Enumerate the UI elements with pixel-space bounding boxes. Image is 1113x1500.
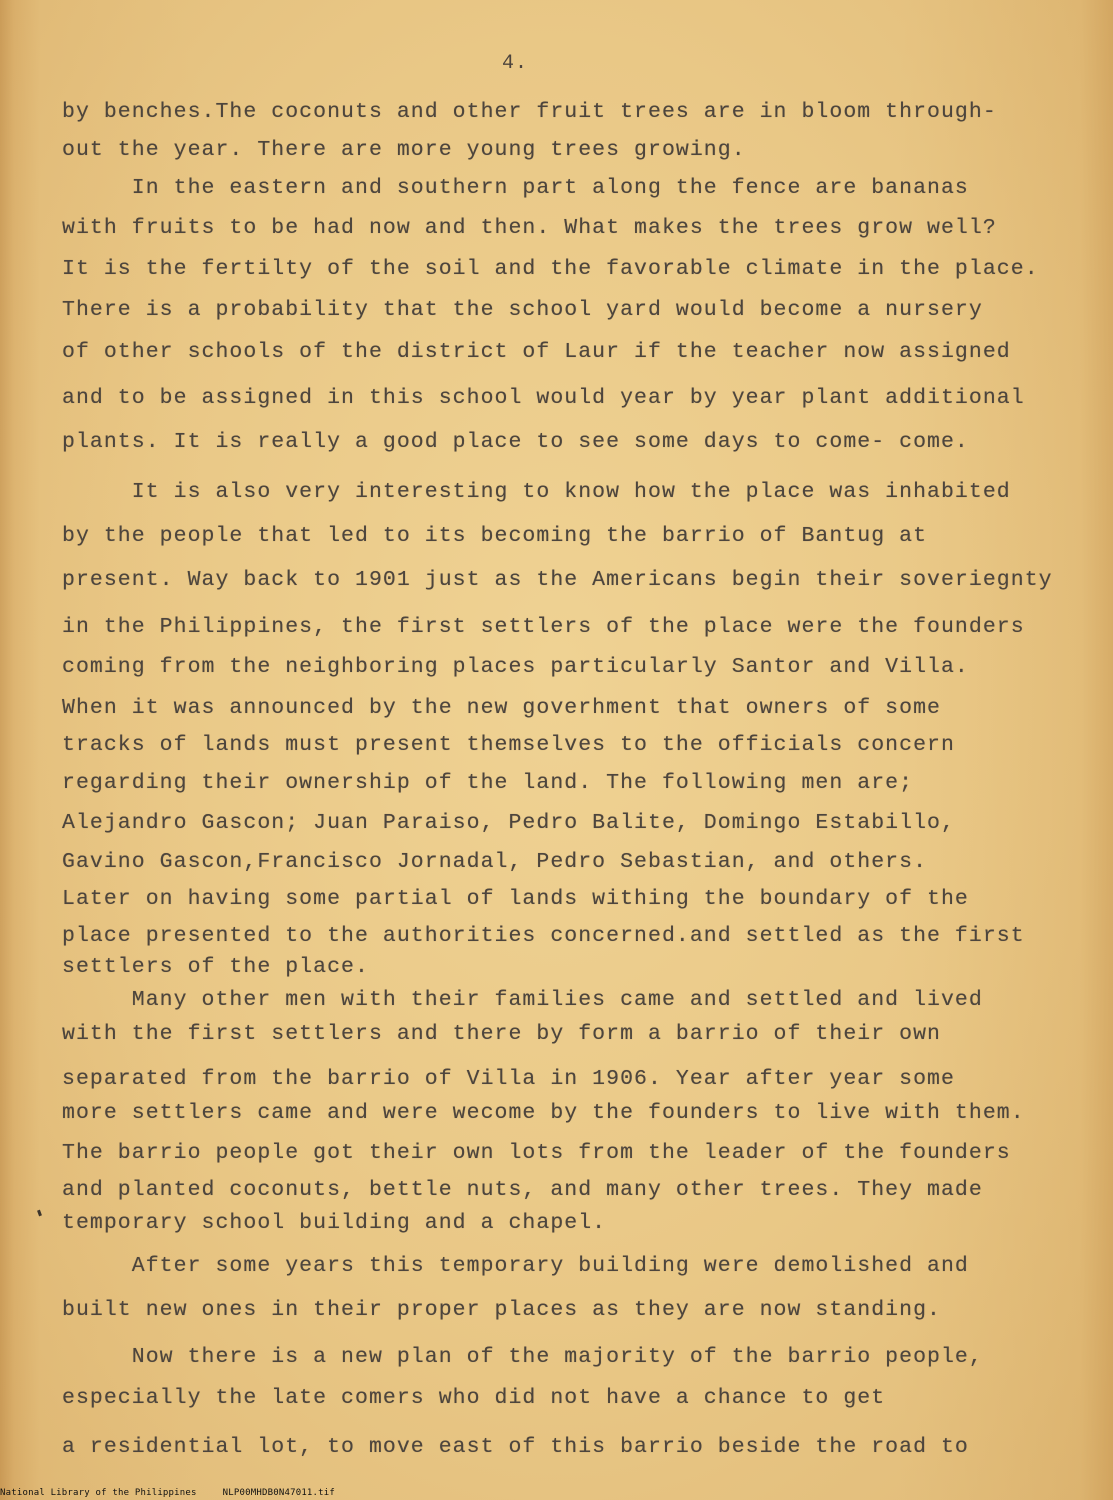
text-line: Later on having some partial of lands withing the boundary of the — [62, 887, 969, 911]
text-line: Now there is a new plan of the majority of the barrio people, — [62, 1345, 983, 1369]
scan-footer — [0, 1488, 335, 1498]
text-line: Gavino Gascon,Francisco Jornadal, Pedro Sebastian, and others. — [62, 850, 928, 874]
text-line: tracks of lands must present themselves to the officials concern — [62, 733, 955, 757]
text-line: regarding their ownership of the land. The following men are; — [62, 771, 914, 795]
text-line: more settlers came and were wecome by the founders to live with them. — [62, 1101, 1025, 1125]
text-line: and planted coconuts, bettle nuts, and many other trees. They made — [62, 1178, 983, 1202]
text-line: It is the fertilty of the soil and the favorable climate in the place. — [62, 257, 1039, 281]
text-line: Alejandro Gascon; Juan Paraiso, Pedro Balite, Domingo Estabillo, — [62, 811, 955, 835]
text-line: separated from the barrio of Villa in 1906. Year after year some — [62, 1067, 955, 1091]
text-line: Many other men with their families came and settled and lived — [62, 988, 983, 1012]
text-line: When it was announced by the new goverhment that owners of some — [62, 696, 941, 720]
text-line: It is also very interesting to know how the place was inhabited — [62, 480, 1011, 504]
text-line: present. Way back to 1901 just as the Americans begin their soveriegnty — [62, 568, 1053, 592]
text-line: The barrio people got their own lots from the leader of the founders — [62, 1141, 1011, 1165]
footer-filename: NLP00MHDB0N47011.tif — [222, 1488, 336, 1498]
text-line: a residential lot, to move east of this barrio beside the road to — [62, 1435, 969, 1459]
text-line: place presented to the authorities concerned.and settled as the first — [62, 924, 1025, 948]
text-line: with the first settlers and there by form a barrio of their own — [62, 1022, 941, 1046]
text-line: coming from the neighboring places particularly Santor and Villa. — [62, 655, 969, 679]
text-line: with fruits to be had now and then. What makes the trees grow well? — [62, 216, 997, 240]
text-line: plants. It is really a good place to see some days to come- come. — [62, 430, 969, 454]
page-number: 4. — [501, 52, 528, 75]
margin-mark — [37, 1210, 42, 1217]
footer-library: National Library of the Philippines — [0, 1488, 197, 1498]
text-line: of other schools of the district of Laur if the teacher now assigned — [62, 340, 1011, 364]
text-line: out the year. There are more young trees growing. — [62, 138, 746, 162]
text-line: There is a probability that the school yard would become a nursery — [62, 298, 983, 322]
text-line: by the people that led to its becoming the barrio of Bantug at — [62, 524, 928, 548]
text-line: In the eastern and southern part along the fence are bananas — [62, 176, 969, 200]
text-line: After some years this temporary building were demolished and — [62, 1254, 969, 1278]
text-line: and to be assigned in this school would year by year plant additional — [62, 386, 1025, 410]
text-line: especially the late comers who did not have a chance to get — [62, 1386, 886, 1410]
text-line: in the Philippines, the first settlers of the place were the founders — [62, 615, 1025, 639]
text-line: settlers of the place. — [62, 955, 369, 979]
text-line: built new ones in their proper places as they are now standing. — [62, 1298, 941, 1322]
text-line: by benches.The coconuts and other fruit trees are in bloom through- — [62, 100, 997, 124]
text-line: temporary school building and a chapel. — [62, 1211, 607, 1235]
